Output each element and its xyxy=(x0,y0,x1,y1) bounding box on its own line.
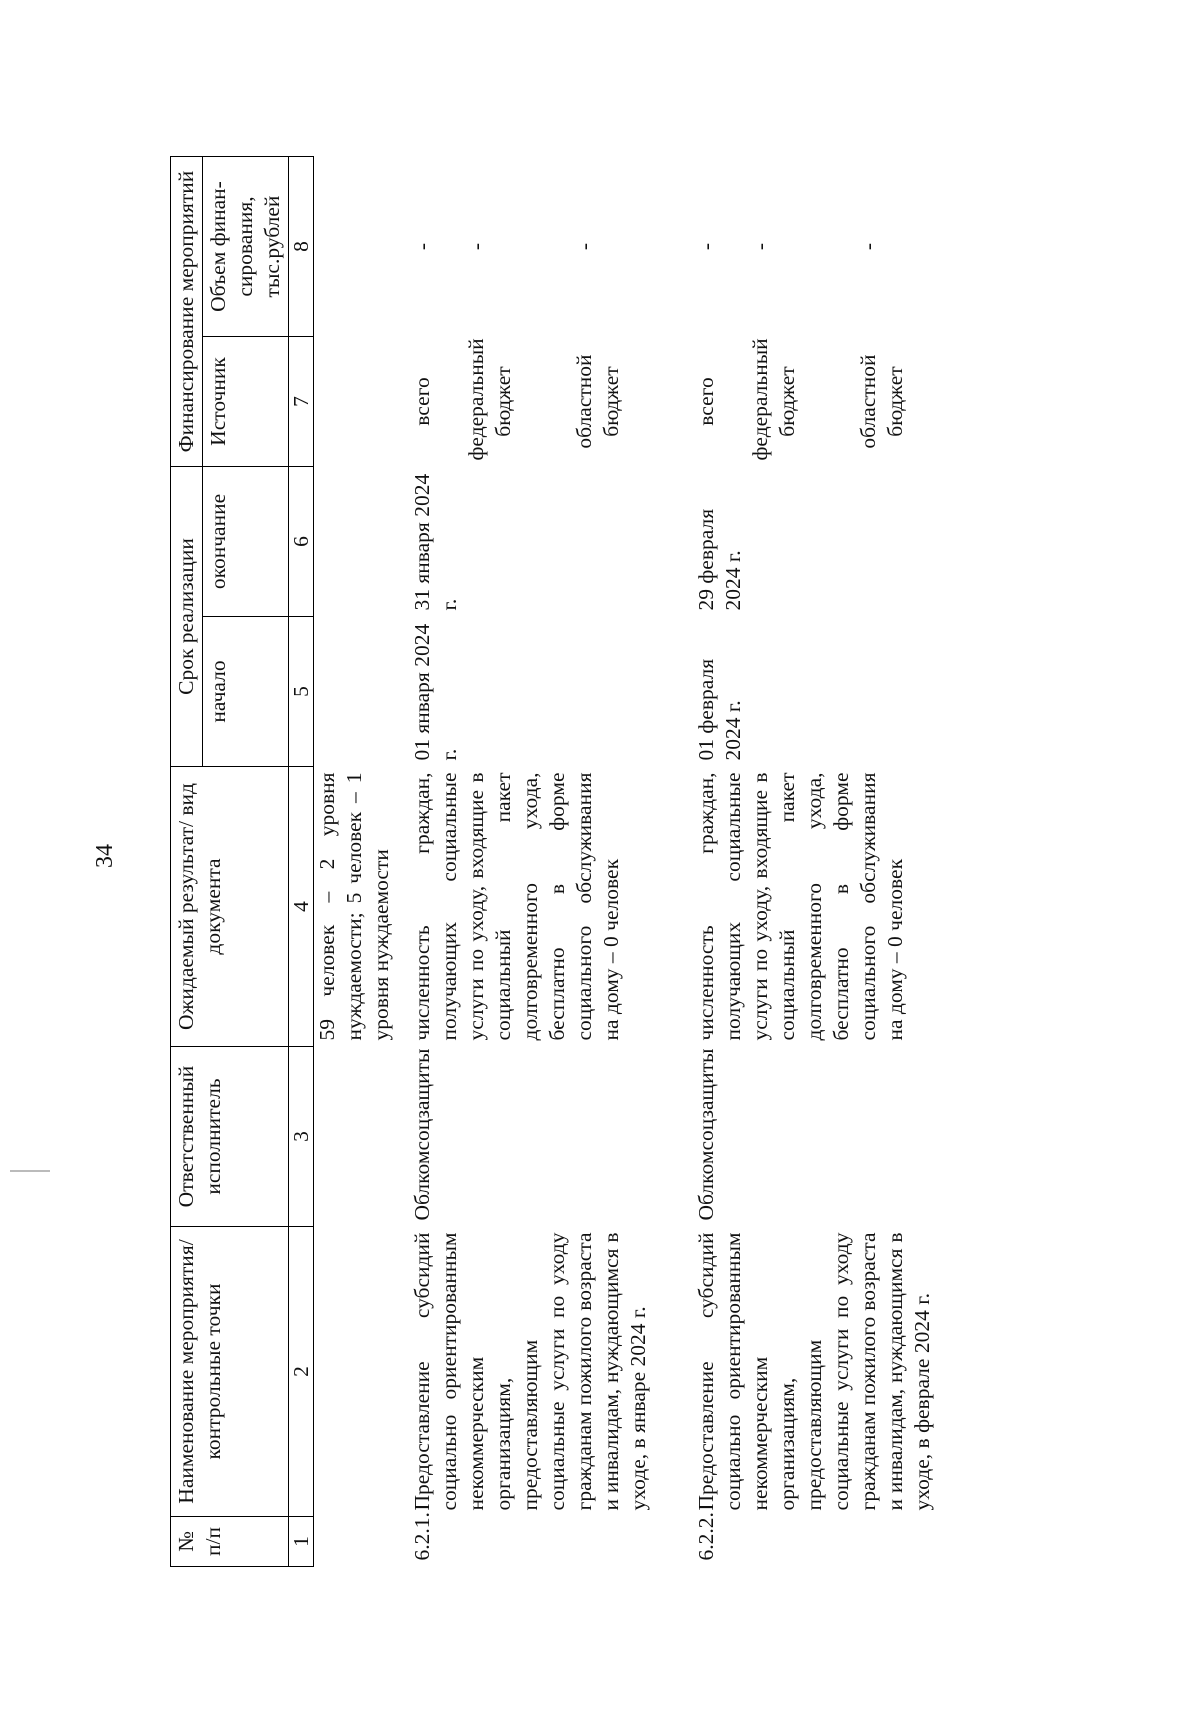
header-financing-group: Финансирование мероприятий xyxy=(171,157,203,467)
source-label: всего xyxy=(694,377,718,426)
column-number: 1 xyxy=(289,1517,314,1567)
row-start: 01 февраля 2024 г. xyxy=(694,658,745,761)
column-number: 8 xyxy=(289,157,314,337)
row-amounts xyxy=(395,157,679,337)
row-result: численность граждан, получающих социальные услуги по уходу, входящие в социальный пакет долговременного ухода, бесплатно в форме социального обслуживания на дому – 0 человек xyxy=(410,772,623,1041)
header-end: окончание xyxy=(203,467,289,617)
source-label: федеральный бюджет xyxy=(464,338,515,461)
row-number: 6.2.2. xyxy=(694,1512,718,1561)
header-source: Источник xyxy=(203,337,289,467)
row-result: численность граждан, получающих социальные услуги по уходу, входящие в социальный пакет долговременного ухода, бесплатно в форме социального обслуживания на дому – 0 человек xyxy=(694,772,907,1041)
header-amount: Объем финан- сирования, тыс.рублей xyxy=(203,157,289,337)
header-name: Наименование мероприятия/ контрольные точки xyxy=(171,1227,289,1517)
row-name: Предоставление субсидий социально ориентированным некоммерческим организациям, предоставляющим социальные услуги по уходу гражданам пожилого возраста и инвалидам, нуждающимся в уходе, в феврале 2024 г. xyxy=(694,1232,934,1511)
amount-value: - xyxy=(410,242,434,251)
column-number: 5 xyxy=(289,617,314,767)
amount-value: - xyxy=(694,242,718,251)
row-number: 6.2.1. xyxy=(410,1512,434,1561)
row-executor: Облкомсоцзащиты xyxy=(410,1048,434,1221)
row-start: 01 января 2024 г. xyxy=(410,623,461,761)
row-sources xyxy=(679,337,963,467)
header-start: начало xyxy=(203,617,289,767)
column-number: 3 xyxy=(289,1047,314,1227)
row-end: 31 января 2024 г. xyxy=(410,473,461,611)
continuation-result: 59 человек – 2 уровня нуждаемости; 5 человек – 1 уровня нуждаемости xyxy=(315,772,393,1041)
amount-value: - xyxy=(572,242,596,251)
column-number: 6 xyxy=(289,467,314,617)
row-executor: Облкомсоцзащиты xyxy=(694,1048,718,1221)
amount-value: - xyxy=(856,242,880,251)
amount-value: - xyxy=(464,242,488,251)
table-row xyxy=(395,157,679,1567)
column-number: 4 xyxy=(289,767,314,1047)
page-number: 34 xyxy=(92,844,118,868)
header-result: Ожидаемый результат/ вид документа xyxy=(171,767,289,1047)
row-name: Предоставление субсидий социально ориентированным некоммерческим организациям, предоставляющим социальные услуги по уходу гражданам пожилого возраста и инвалидам, нуждающимся в уходе, в январе 2024 г. xyxy=(410,1232,650,1511)
header-term-group: Срок реализации xyxy=(171,467,203,767)
measures-table xyxy=(170,156,963,1567)
amount-value: - xyxy=(748,242,772,251)
source-label: областной бюджет xyxy=(856,354,907,449)
row-sources xyxy=(395,337,679,467)
row-amounts xyxy=(679,157,963,337)
table-row xyxy=(679,157,963,1567)
column-number: 2 xyxy=(289,1227,314,1517)
scan-margin-mark xyxy=(10,1170,50,1172)
table-row-continuation xyxy=(314,157,396,1567)
header-executor: Ответственный исполнитель xyxy=(171,1047,289,1227)
header-number: № п/п xyxy=(171,1517,289,1567)
row-end: 29 февраля 2024 г. xyxy=(694,508,745,611)
column-number: 7 xyxy=(289,337,314,467)
source-label: областной бюджет xyxy=(572,354,623,449)
source-label: федеральный бюджет xyxy=(748,338,799,461)
source-label: всего xyxy=(410,377,434,426)
